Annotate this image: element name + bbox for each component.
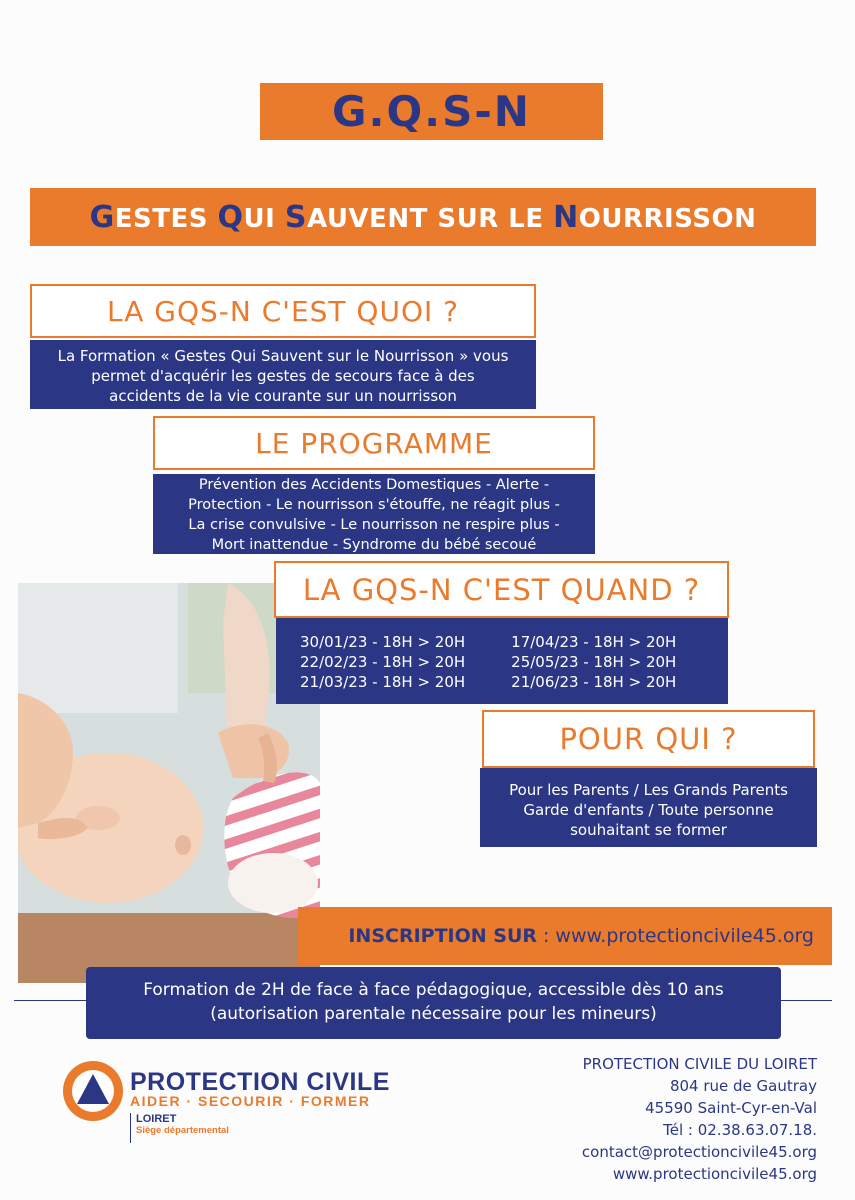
programme-description bbox=[153, 474, 595, 554]
programme-line: La crise convulsive - Le nourrisson ne respire plus - bbox=[188, 517, 560, 533]
contact-email[interactable]: contact@protectioncivile45.org bbox=[581, 1143, 817, 1161]
inscription-link[interactable]: www.protectioncivile45.org bbox=[555, 925, 814, 947]
contact-phone[interactable]: Tél : 02.38.63.07.18. bbox=[663, 1121, 817, 1139]
programme-line: Prévention des Accidents Domestiques - Alerte - bbox=[198, 477, 550, 493]
contact-city: 45590 Saint-Cyr-en-Val bbox=[645, 1099, 817, 1117]
quoi-heading: LA GQS-N C'EST QUOI ? bbox=[30, 284, 536, 338]
pour-qui-description bbox=[480, 768, 817, 847]
quoi-line: accidents de la vie courante sur un nourrisson bbox=[109, 387, 457, 405]
contact-block bbox=[582, 1053, 817, 1185]
formation-line: Formation de 2H de face à face pédagogique, accessible dès 10 ans bbox=[143, 980, 724, 1000]
quoi-line: permet d'acquérir les gestes de secours face à des bbox=[91, 367, 475, 385]
logo-name: PROTECTION CIVILE bbox=[130, 1068, 390, 1096]
logo-region bbox=[130, 1113, 229, 1143]
inscription-banner bbox=[298, 907, 832, 965]
dates-column-2 bbox=[511, 632, 676, 704]
contact-website[interactable]: www.protectioncivile45.org bbox=[612, 1165, 817, 1183]
session-date: 22/02/23 - 18H > 20H bbox=[300, 653, 466, 671]
formation-line: (autorisation parentale nécessaire pour les mineurs) bbox=[210, 1004, 657, 1024]
protection-civile-logo bbox=[62, 1058, 392, 1148]
logo-tagline: AIDER · SECOURIR · FORMER bbox=[130, 1093, 371, 1109]
pour-qui-line: Garde d'enfants / Toute personne bbox=[523, 801, 774, 819]
pour-qui-line: souhaitant se former bbox=[570, 821, 727, 839]
session-date: 25/05/23 - 18H > 20H bbox=[511, 653, 677, 671]
session-date: 17/04/23 - 18H > 20H bbox=[511, 633, 677, 651]
programme-heading: LE PROGRAMME bbox=[153, 416, 595, 470]
session-date: 21/06/23 - 18H > 20H bbox=[511, 673, 677, 691]
quand-heading: LA GQS-N C'EST QUAND ? bbox=[274, 561, 729, 618]
inscription-separator: : bbox=[543, 925, 550, 947]
infant-cpr-photo bbox=[18, 583, 320, 983]
inscription-label: INSCRIPTION SUR bbox=[348, 925, 538, 947]
logo-region-sub: Siège départemental bbox=[136, 1125, 229, 1136]
contact-street: 804 rue de Gautray bbox=[669, 1077, 817, 1095]
title-banner bbox=[260, 83, 603, 140]
formation-note bbox=[86, 967, 781, 1039]
pour-qui-line: Pour les Parents / Les Grands Parents bbox=[509, 781, 788, 799]
contact-org: PROTECTION CIVILE DU LOIRET bbox=[582, 1055, 817, 1073]
programme-line: Mort inattendue - Syndrome du bébé secoué bbox=[211, 537, 537, 553]
dates-column-1 bbox=[300, 632, 465, 704]
page-subtitle: GESTES QUI SAUVENT SUR LE NOURRISSON bbox=[89, 199, 757, 235]
logo-region-name: LOIRET bbox=[136, 1113, 177, 1125]
subtitle-banner bbox=[30, 188, 816, 246]
infant-cpr-illustration-icon bbox=[18, 583, 320, 983]
page-title: G.Q.S-N bbox=[332, 87, 531, 136]
protection-civile-triangle-logo-icon bbox=[62, 1060, 124, 1122]
pour-qui-heading: POUR QUI ? bbox=[482, 710, 815, 768]
programme-line: Protection - Le nourrisson s'étouffe, ne réagit plus - bbox=[188, 497, 560, 513]
session-date: 21/03/23 - 18H > 20H bbox=[300, 673, 466, 691]
quand-dates bbox=[276, 618, 728, 704]
quoi-line: La Formation « Gestes Qui Sauvent sur le Nourrisson » vous bbox=[57, 347, 509, 365]
session-date: 30/01/23 - 18H > 20H bbox=[300, 633, 466, 651]
quoi-description bbox=[30, 340, 536, 409]
